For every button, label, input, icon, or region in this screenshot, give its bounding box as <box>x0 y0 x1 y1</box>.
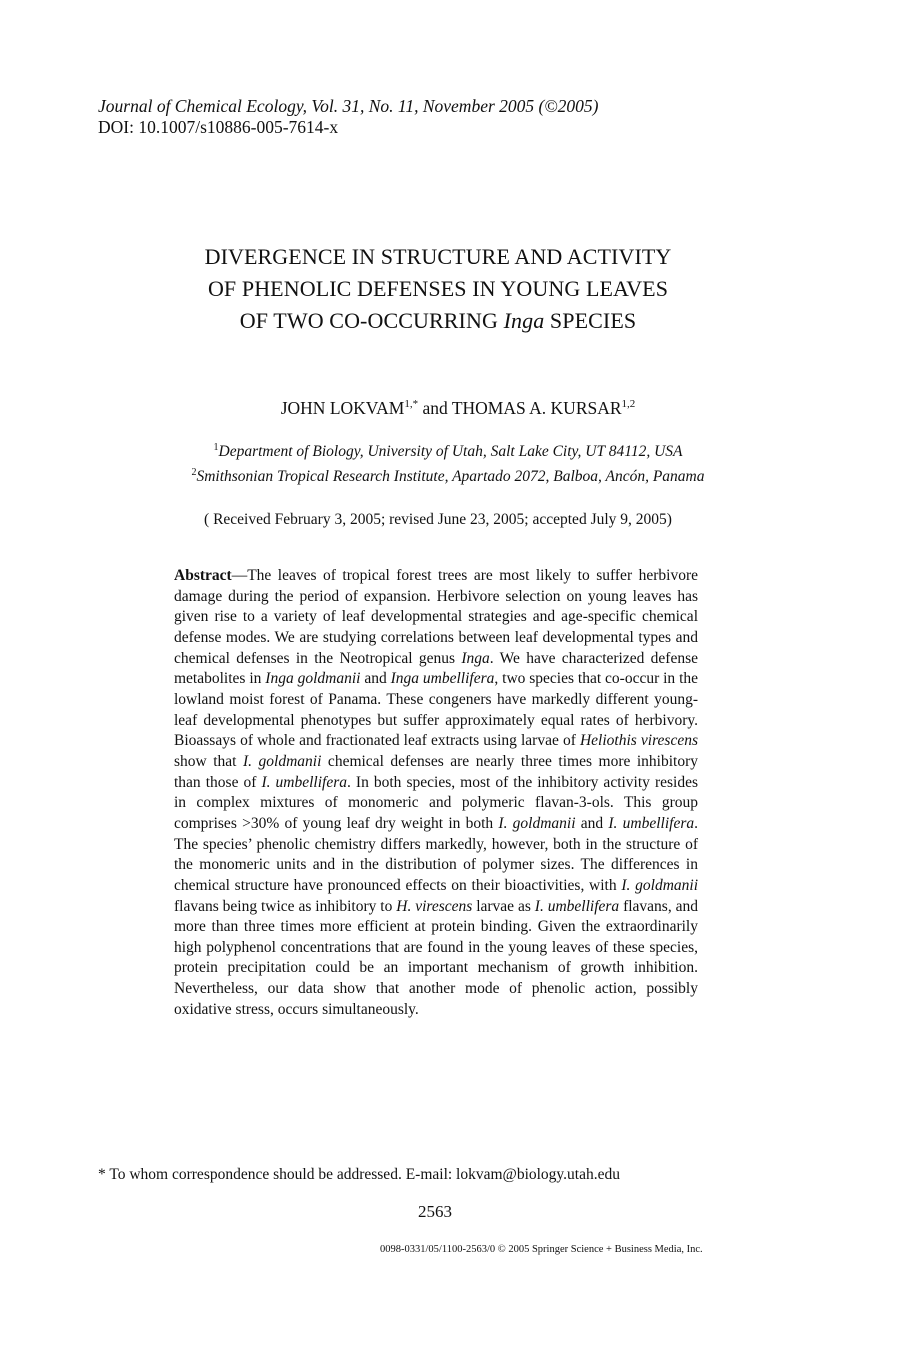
abstract-italic-term: Heliothis virescens <box>579 732 698 750</box>
abstract-italic-term: I. goldmanii <box>243 752 322 770</box>
page-number: 2563 <box>418 1202 452 1221</box>
abstract-label: Abstract <box>174 567 232 584</box>
abstract-text-run: . In both species, most of the inhibitory activity resides in complex mixtures of monomeric and polymeric flavan-3-ols. This group comprises >30% of young leaf dry weight in both <box>174 773 699 832</box>
received-dates: ( Received February 3, 2005; revised June 23, 2005; accepted July 9, 2005) <box>204 511 672 528</box>
abstract-italic-term: I. goldmanii <box>498 814 576 832</box>
doi: DOI: 10.1007/s10886-005-7614-x <box>98 117 339 137</box>
abstract-italic-term: I. umbellifera <box>261 773 347 791</box>
abstract-italic-term: H. virescens <box>396 897 473 915</box>
abstract-text-run: show that <box>174 752 243 770</box>
abstract-text-run: and <box>360 670 391 688</box>
abstract-body <box>174 567 698 1018</box>
abstract-italic-term: I. umbellifera <box>608 814 695 832</box>
title-line-3-prefix: OF TWO CO-OCCURRING <box>239 308 498 333</box>
author-1: JOHN LOKVAM <box>280 398 405 418</box>
abstract-text-run: larvae as <box>472 897 535 915</box>
title-line-3 <box>120 305 756 337</box>
affiliation-1-marker: 1 <box>213 441 219 453</box>
affiliation-1 <box>110 441 786 463</box>
abstract-italic-term: Inga goldmanii <box>265 670 361 688</box>
journal-header <box>98 96 598 138</box>
abstract-text-run: flavans being twice as inhibitory to <box>174 897 397 915</box>
author-2: THOMAS A. KURSAR <box>451 398 622 418</box>
title-genus: Inga <box>503 308 545 333</box>
abstract-text-run: chemical defenses are nearly three times more inhibitory than those of <box>174 752 699 791</box>
author-2-affil: 1,2 <box>621 398 636 411</box>
abstract-text-run: . We have characterized defense metabolites in <box>174 649 698 688</box>
title-line-2: OF PHENOLIC DEFENSES IN YOUNG LEAVES <box>207 276 669 301</box>
correspondence-footnote: * To whom correspondence should be addressed. E-mail: lokvam@biology.utah.edu <box>98 1166 620 1183</box>
author-conjunction: and <box>422 398 448 418</box>
affiliation-2-text: Smithsonian Tropical Research Institute, Apartado 2072, Balboa, Ancón, Panama <box>196 468 705 485</box>
affiliation-2-marker: 2 <box>191 466 197 478</box>
abstract-italic-term: I. umbellifera <box>534 897 620 915</box>
abstract-text-run: . The species’ phenolic chemistry differs markedly, however, both in the structure of the monomeric units and in the distribution of polymer sizes. The differences in chemical structure have pronounced effects on their bioactivities, with <box>174 814 698 894</box>
abstract-text-run: —The leaves of tropical forest trees are most likely to suffer herbivore damage during the period of expansion. Herbivore selection on young leaves has given rise to a variety of leaf developmental strategies and age-specific chemical defense modes. We are studying correlations between leaf developmental types and chemical defenses in the Neotropical genus <box>174 567 698 667</box>
copyright-line: 0098-0331/05/1100-2563/0 © 2005 Springer Science + Business Media, Inc. <box>380 1244 703 1255</box>
title-line-1: DIVERGENCE IN STRUCTURE AND ACTIVITY <box>204 244 672 269</box>
abstract-text-run: and <box>575 814 609 832</box>
abstract <box>174 566 698 1020</box>
abstract-italic-term: I. goldmanii <box>621 876 698 894</box>
affiliation-1-text: Department of Biology, University of Utah, Salt Lake City, UT 84112, USA <box>218 443 683 460</box>
abstract-text-run: flavans, and more than three times more efficient at protein binding. Given the extraordinarily high polyphenol concentrations that are found in the young leaves of these species, protein precipitation could be an important mechanism of growth inhibition. Nevertheless, our data show that another mode of phenolic action, possibly oxidative stress, occurs simultaneously. <box>174 897 698 1018</box>
abstract-italic-term: Inga umbellifera <box>390 670 495 688</box>
title-line-3-suffix: SPECIES <box>549 308 637 333</box>
journal-citation: Journal of Chemical Ecology, Vol. 31, No. 11, November 2005 (©2005) <box>98 96 599 116</box>
abstract-text-run: , two species that co-occur in the lowland moist forest of Panama. These congeners have markedly different young-leaf developmental phenotypes but suffer approximately equal rates of herbivory. Bioassays of whole and fractionated leaf extracts using larvae of <box>174 670 699 750</box>
abstract-italic-term: Inga <box>461 649 490 667</box>
affiliation-2 <box>110 466 786 488</box>
author-list <box>120 396 796 420</box>
author-1-affil: 1,* <box>404 398 419 411</box>
paper-title <box>120 241 756 337</box>
